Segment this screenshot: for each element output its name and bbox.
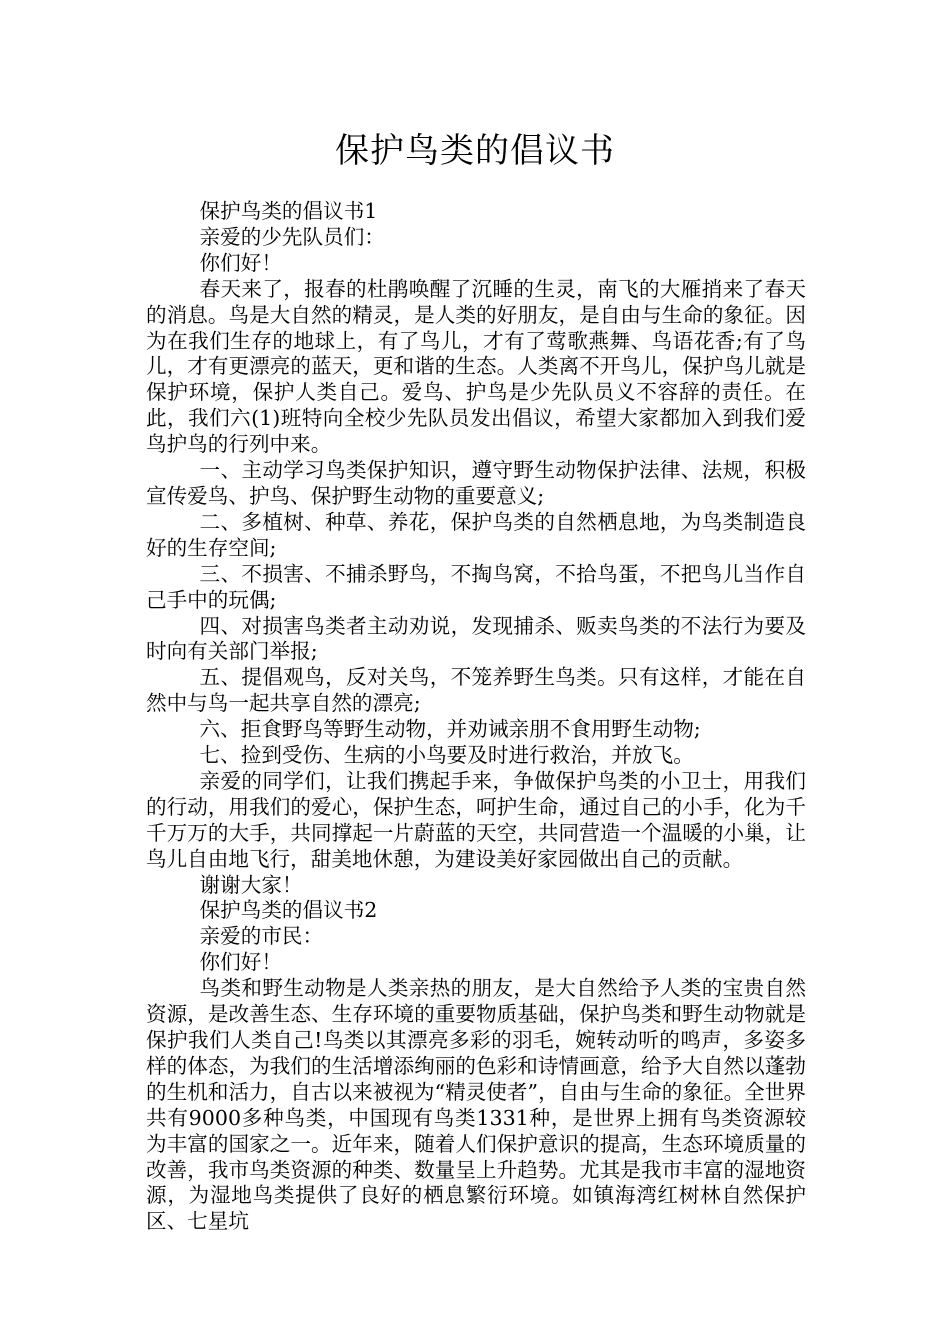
paragraph-salutation-2: 亲爱的市民： [199, 924, 324, 949]
paragraph-intro-2: 鸟类和野生动物是人类亲热的朋友，是大自然给予人类的宝贵自然资源，是改善生态、生存环境的重要物质基础，保护鸟类和野生动物就是保护我们人类自己!鸟类以其漂亮多彩的羽毛，婉转动听的鸣声，多姿多样的体态，为我们的生活增添绚丽的色彩和诗情画意，给予大自然以蓬勃的生机和活力，自古以来被视为“精灵使者”，自由与生命的象征。全世界共有9000多种鸟类，中国现有鸟类1331种，是世界上拥有鸟类资源较为丰富的国家之一。近年来，随着人们保护意识的提高，生态环境质量的改善，我市鸟类资源的种类、数量呈上升趋势。尤其是我市丰富的湿地资源，为湿地鸟类提供了良好的栖息繁衍环境。如镇海湾红树林自然保护区、七星坑 [146, 976, 806, 1234]
paragraph-greeting-1: 你们好！ [199, 250, 282, 275]
paragraph-item-3: 三、不损害、不捕杀野鸟，不掏鸟窝，不拾鸟蛋，不把鸟儿当作自己手中的玩偶; [146, 561, 806, 612]
paragraph-intro-1: 春天来了，报春的杜鹃唤醒了沉睡的生灵，南飞的大雁捎来了春天的消息。鸟是大自然的精灵，是人类的好朋友，是自由与生命的象征。因为在我们生存的地球上，有了鸟儿，才有了莺歌燕舞、鸟语花香;有了鸟儿，才有更漂亮的蓝天，更和谐的生态。人类离不开鸟儿，保护鸟儿就是保护环境，保护人类自己。爱鸟、护鸟是少先队员义不容辞的责任。在此，我们六(1)班特向全校少先队员发出倡议，希望大家都加入到我们爱鸟护鸟的行列中来。 [146, 276, 806, 457]
document-title: 保护鸟类的倡议书 [335, 131, 615, 171]
paragraph-item-5: 五、提倡观鸟，反对关鸟，不笼养野生鸟类。只有这样，才能在自然中与鸟一起共享自然的漂亮; [146, 665, 806, 716]
paragraph-item-4: 四、对损害鸟类者主动劝说，发现捕杀、贩卖鸟类的不法行为要及时向有关部门举报; [146, 613, 806, 664]
paragraph-item-2: 二、多植树、种草、养花，保护鸟类的自然栖息地，为鸟类制造良好的生存空间; [146, 509, 806, 560]
paragraph-salutation-1: 亲爱的少先队员们： [199, 224, 385, 249]
paragraph-item-7: 七、捡到受伤、生病的小鸟要及时进行救治，并放飞。 [199, 743, 694, 768]
paragraph-closing-1: 亲爱的同学们，让我们携起手来，争做保护鸟类的小卫士，用我们的行动，用我们的爱心，保护生态，呵护生命，通过自己的小手，化为千千万万的大手，共同撑起一片蔚蓝的天空，共同营造一个温暖的小巢，让鸟儿自由地飞行，甜美地休憩，为建设美好家园做出自己的贡献。 [146, 768, 806, 871]
paragraph-greeting-2: 你们好！ [199, 950, 282, 975]
document-body [146, 199, 806, 1235]
paragraph-item-6: 六、拒食野鸟等野生动物，并劝诫亲朋不食用野生动物; [199, 717, 701, 742]
paragraph-item-1: 一、主动学习鸟类保护知识，遵守野生动物保护法律、法规，积极宣传爱鸟、护鸟、保护野生动物的重要意义; [146, 458, 806, 508]
paragraph-heading-2: 保护鸟类的倡议书2 [199, 898, 378, 923]
paragraph-thanks-1: 谢谢大家！ [199, 872, 303, 897]
paragraph-heading-1: 保护鸟类的倡议书1 [199, 199, 378, 223]
